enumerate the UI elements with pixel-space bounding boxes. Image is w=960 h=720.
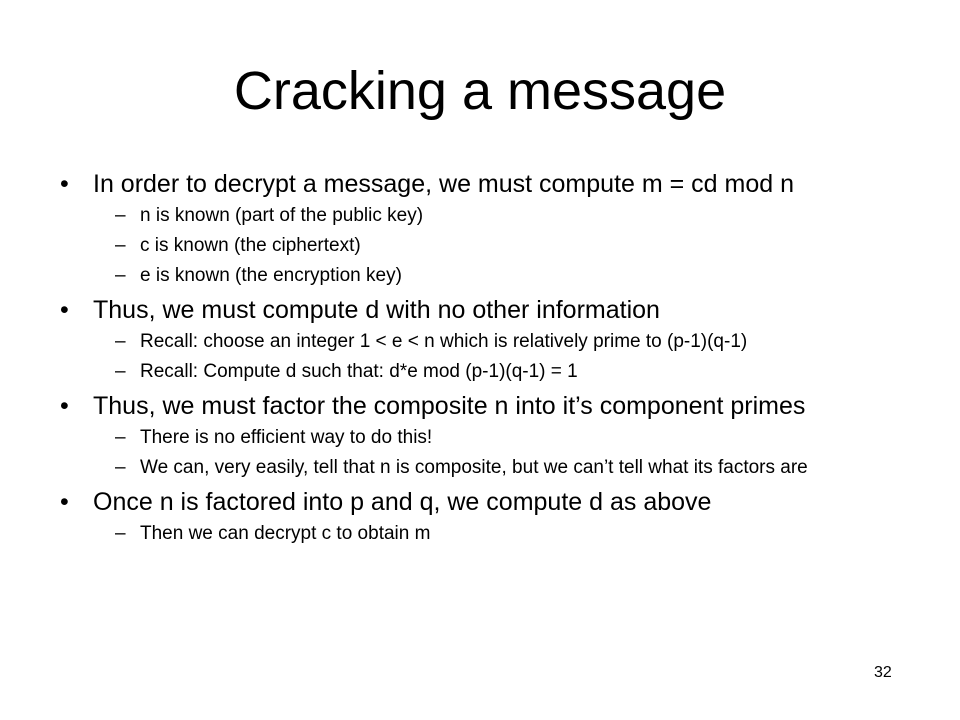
bullet-dot-icon: • [60,392,69,420]
bullet-group-3 [60,392,910,478]
sub-bullet-text: e is known (the encryption key) [140,265,402,286]
bullet-item [60,392,910,420]
bullet-group-4 [60,488,910,544]
page-number: 32 [874,664,892,681]
sub-bullet-item [60,332,910,352]
dash-icon: – [115,235,126,256]
bullet-text: Thus, we must compute d with no other information [93,296,660,324]
sub-bullet-item [60,458,910,478]
dash-icon: – [115,457,126,478]
sub-bullet-text: c is known (the ciphertext) [140,235,361,256]
sub-bullet-text: Recall: choose an integer 1 < e < n which is relatively prime to (p-1)(q-1) [140,331,748,352]
sub-bullet-item [60,266,910,286]
bullet-text: Thus, we must factor the composite n into it’s component primes [93,392,806,420]
bullet-item [60,296,910,324]
dash-icon: – [115,427,126,448]
bullet-text: Once n is factored into p and q, we compute d as above [93,488,712,516]
sub-bullet-text: Recall: Compute d such that: d*e mod (p-1)(q-1) = 1 [140,361,578,382]
sub-bullet-item [60,428,910,448]
sub-bullet-item [60,206,910,226]
sub-bullet-item [60,236,910,256]
sub-bullet-text: We can, very easily, tell that n is composite, but we can’t tell what its factors are [140,457,808,478]
dash-icon: – [115,331,126,352]
slide-title: Cracking a message [233,61,727,121]
dash-icon: – [115,265,126,286]
sub-bullet-item [60,362,910,382]
bullet-text: In order to decrypt a message, we must compute m = cd mod n [93,170,795,198]
dash-icon: – [115,523,126,544]
sub-bullet-item [60,524,910,544]
dash-icon: – [115,361,126,382]
bullet-group-1 [60,170,910,286]
sub-bullet-text: Then we can decrypt c to obtain m [140,523,431,544]
bullet-dot-icon: • [60,170,69,198]
dash-icon: – [115,205,126,226]
bullet-dot-icon: • [60,296,69,324]
bullet-group-2 [60,296,910,382]
sub-bullet-text: n is known (part of the public key) [140,205,424,226]
slide-content [60,170,910,554]
bullet-item [60,488,910,516]
sub-bullet-text: There is no efficient way to do this! [140,427,433,448]
bullet-dot-icon: • [60,488,69,516]
bullet-item [60,170,910,198]
